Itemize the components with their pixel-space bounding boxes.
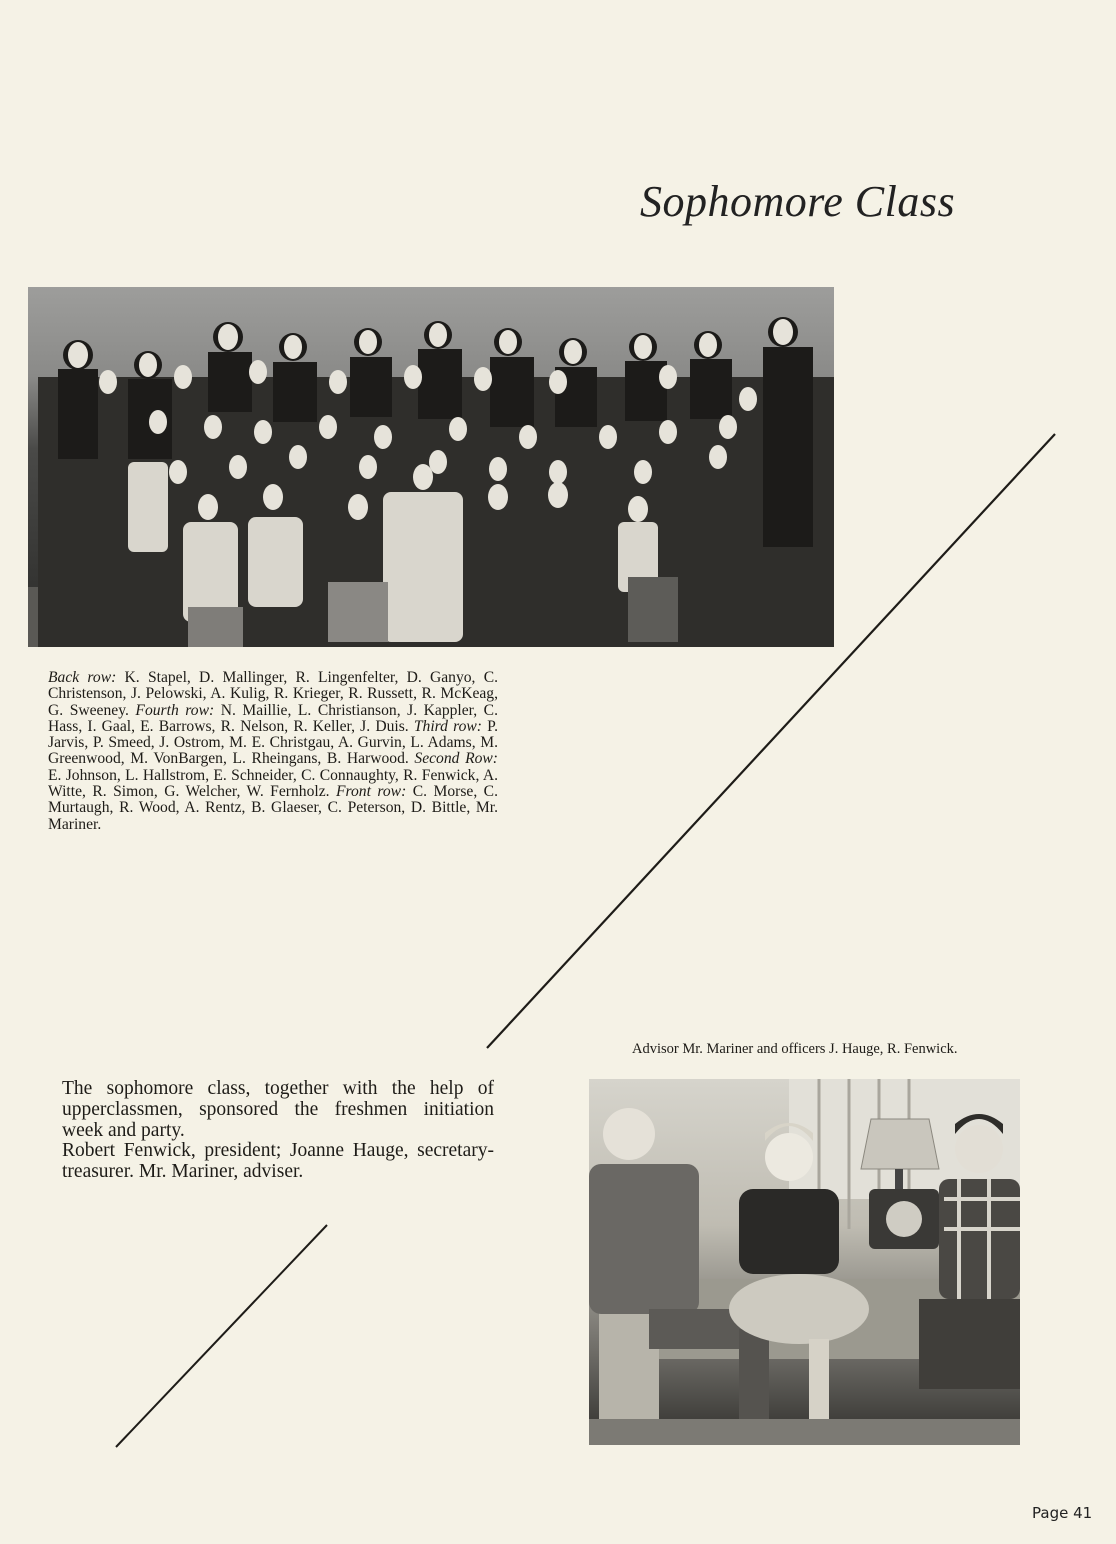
group-photo-illustration xyxy=(28,287,834,647)
page-number: Page 41 xyxy=(1032,1504,1093,1522)
page-title: Sophomore Class xyxy=(640,177,956,226)
body-text xyxy=(62,1079,494,1183)
caption-names-back-row: K. Stapel, D. Mallinger, R. Lingenfelter, D. Ganyo, C. Christenson, J. Pelowski, A. Kulig, R. Krieger, R. Russett, R. McKeag, G. Sweeney. xyxy=(48,669,498,719)
caption-label-back-row: Back row: xyxy=(48,669,117,686)
caption-names-front-row: C. Morse, C. Murtaugh, R. Wood, A. Rentz, B. Glaeser, C. Peterson, D. Bittle, Mr. Mariner. xyxy=(48,783,498,833)
officers-photo xyxy=(589,1079,1020,1445)
body-paragraph-1: The sophomore class, together with the help of upperclassmen, sponsored the freshmen initiation week and party. xyxy=(62,1078,494,1141)
class-group-photo xyxy=(28,287,834,647)
officers-photo-caption: Advisor Mr. Mariner and officers J. Hauge, R. Fenwick. xyxy=(632,1041,958,1057)
caption-label-third-row: Third row: xyxy=(413,717,482,735)
caption-label-front-row: Front row: xyxy=(335,783,407,801)
body-paragraph-2: Robert Fenwick, president; Joanne Hauge, secretary-treasurer. Mr. Mariner, adviser. xyxy=(62,1140,494,1183)
caption-names-fourth-row: N. Maillie, L. Christianson, J. Kappler, C. Hass, I. Gaal, E. Barrows, R. Nelson, R. Keller, J. Duis. xyxy=(48,701,498,735)
caption-names-second-row: E. Johnson, L. Hallstrom, E. Schneider, C. Connaughty, R. Fenwick, A. Witte, R. Simon, G. Welcher, W. Fernholz. xyxy=(48,766,498,801)
group-photo-caption xyxy=(48,670,498,833)
caption-label-second-row: Second Row: xyxy=(414,750,498,768)
caption-label-fourth-row: Fourth row: xyxy=(135,701,215,719)
caption-names-third-row: P. Jarvis, P. Smeed, J. Ostrom, M. E. Christgau, A. Gurvin, L. Adams, M. Greenwood, M. VonBargen, L. Rheingans, B. Harwood. xyxy=(48,717,498,768)
officers-photo-illustration xyxy=(589,1079,1020,1445)
